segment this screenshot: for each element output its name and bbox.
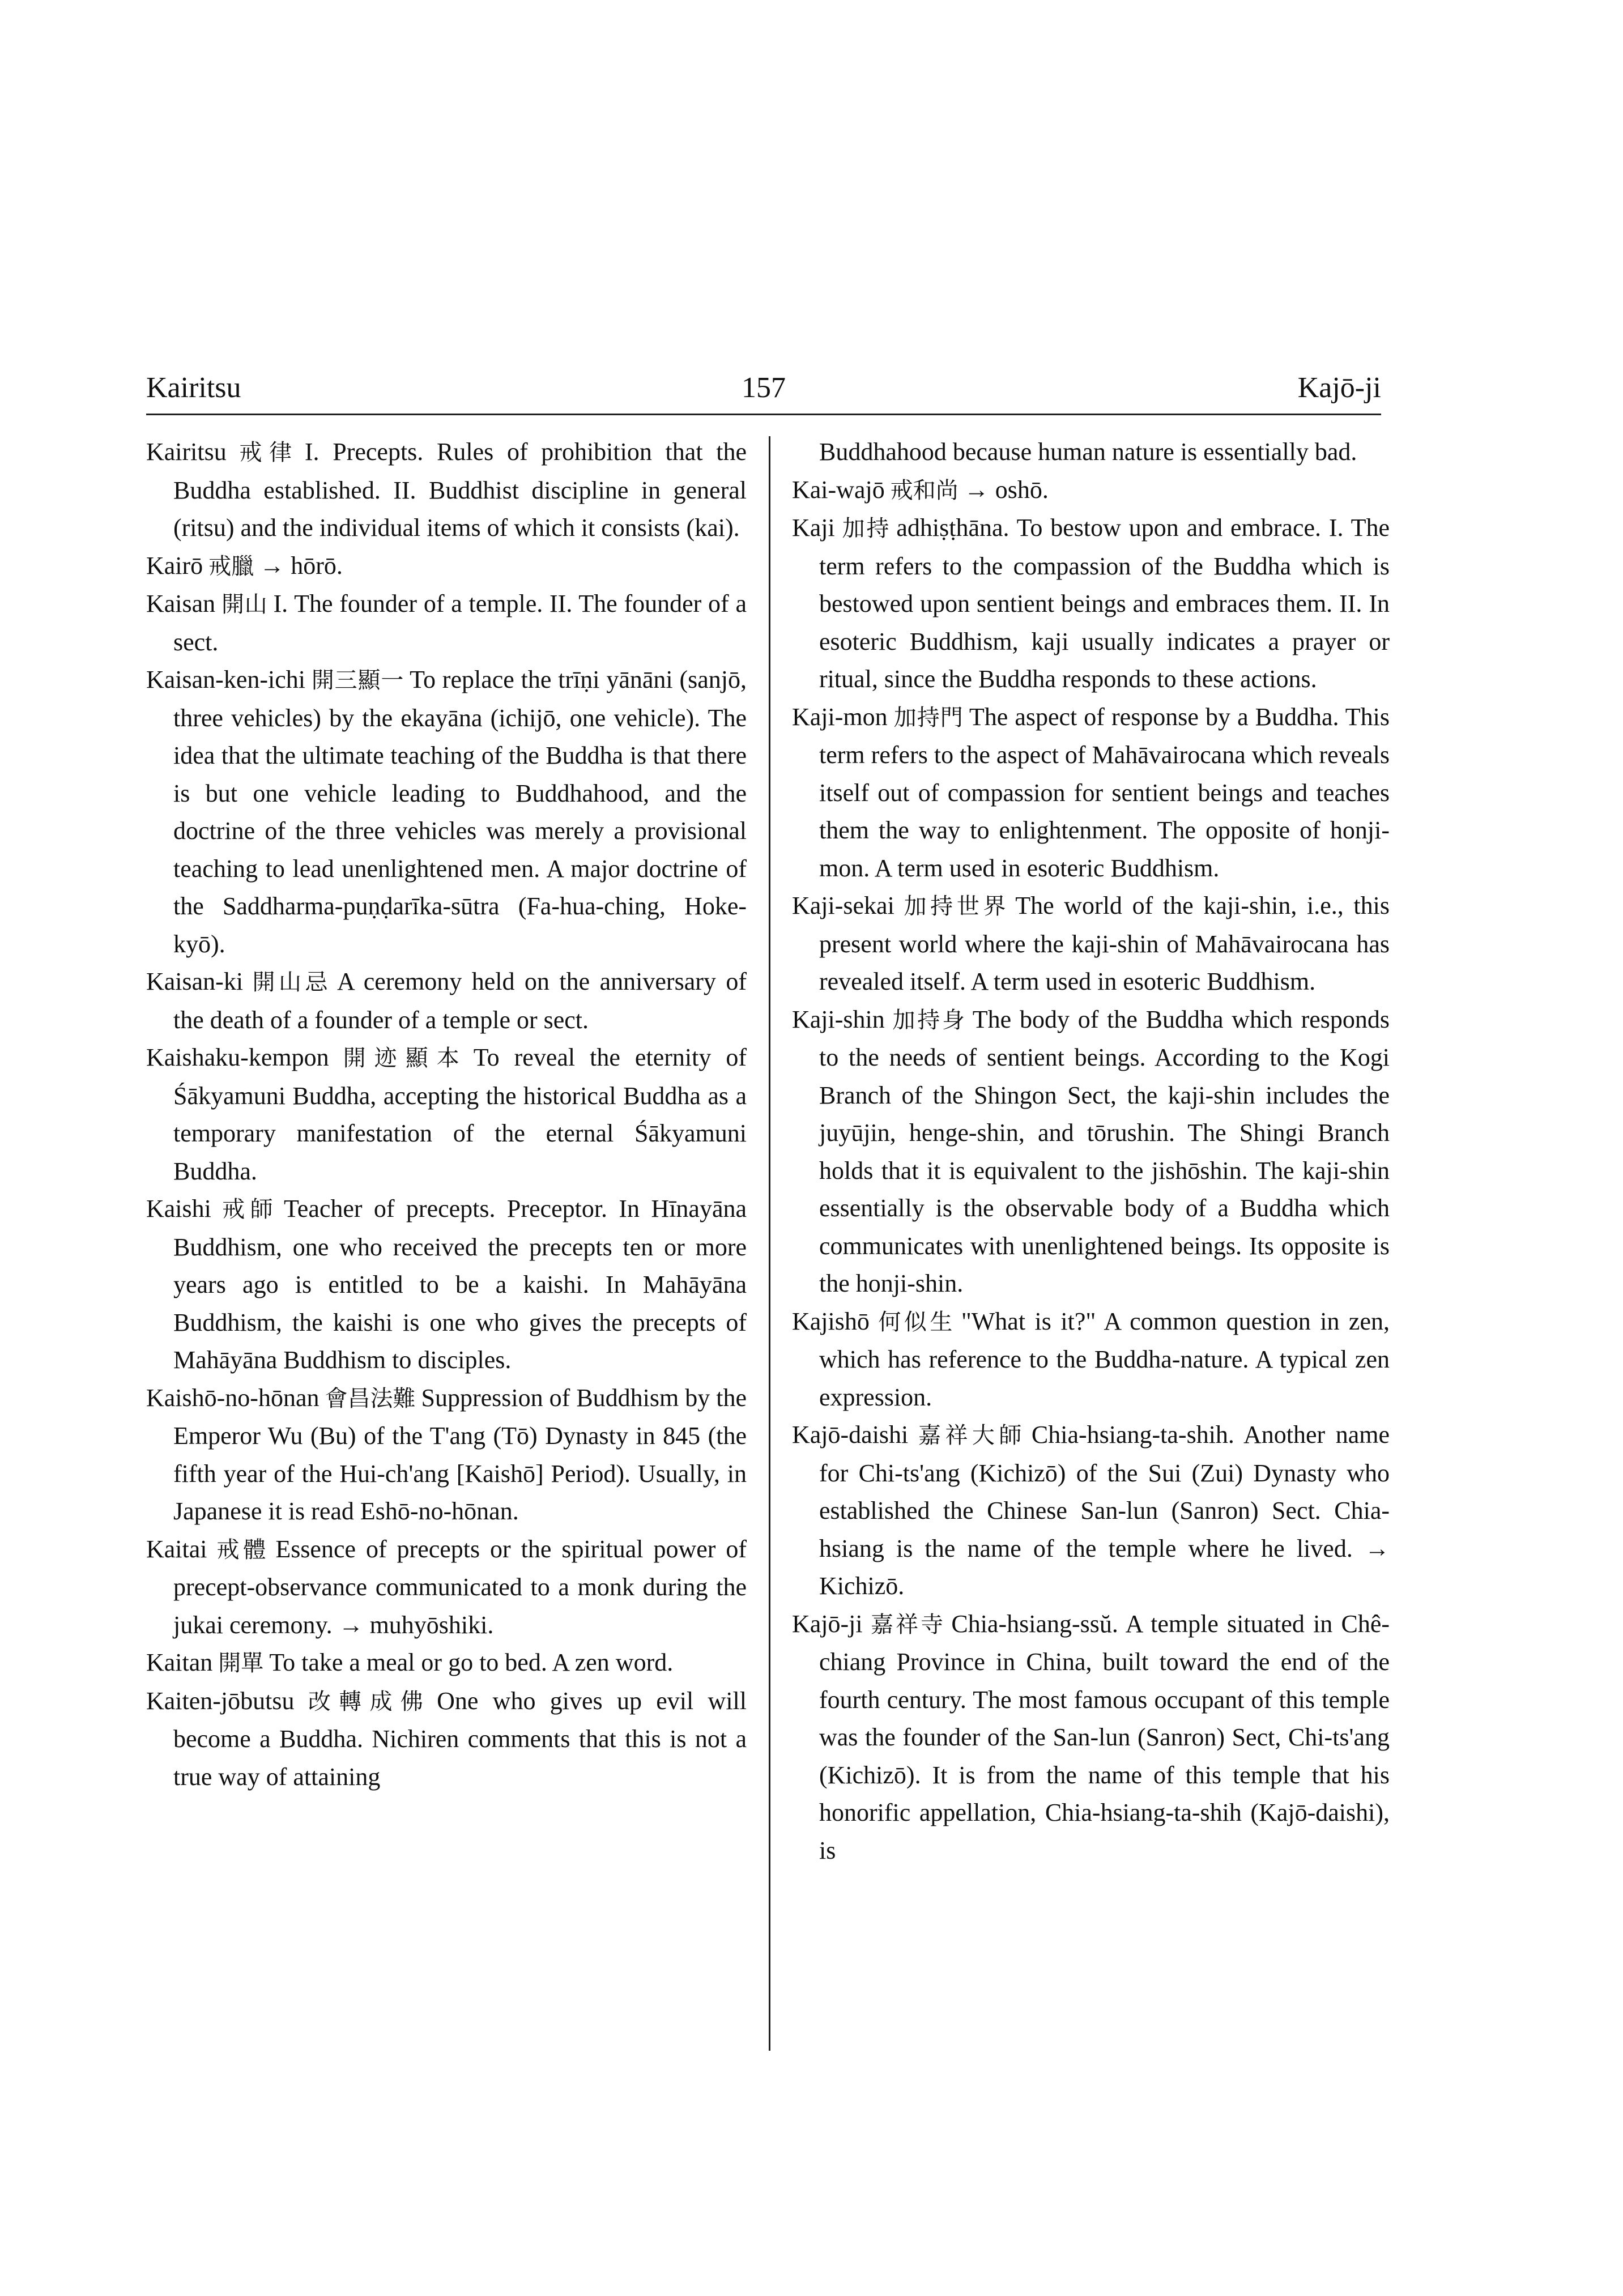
dictionary-entry xyxy=(792,1605,1390,1870)
entry-kanji: 嘉祥大師 xyxy=(914,1422,1026,1449)
entry-term: Kaiten-jōbutsu xyxy=(146,1686,295,1715)
entry-definition: adhiṣṭhāna. To bestow upon and embrace. I. The term refers to the compassion of the Buddha which is bestowed upon sentient beings and embraces them. II. In esoteric Buddhism, kaji usually indicates a prayer or ritual, since the Buddha responds to these actions. xyxy=(819,514,1390,693)
entry-term: Kairitsu xyxy=(146,438,227,466)
dictionary-entry xyxy=(146,433,747,547)
entry-term: Kairō xyxy=(146,551,203,580)
column-divider xyxy=(769,436,770,2051)
dictionary-entry xyxy=(146,1682,747,1796)
entry-kanji: 戒和尚 xyxy=(890,477,959,504)
entry-definition: Suppression of Buddhism by the Emperor Wu (Bu) of the T'ang (Tō) Dynasty in 845 (the fifth year of the Hui-ch'ang [Kaishō] Period). Usually, in Japanese it is read Eshō-no-hōnan. xyxy=(173,1383,747,1525)
running-head-left: Kairitsu xyxy=(146,372,241,404)
entry-kanji: 加持世界 xyxy=(900,893,1010,919)
left-column xyxy=(146,433,747,1796)
entry-term: Kaitan xyxy=(146,1648,213,1676)
entry-definition: Teacher of precepts. Preceptor. In Hīnayāna Buddhism, one who received the precepts ten or more years ago is entitled to be a kaishi. In Mahāyāna Buddhism, the kaishi is one who gives the precepts of Mahāyāna Buddhism to disciples. xyxy=(173,1195,747,1374)
entry-kanji: 改轉成佛 xyxy=(300,1688,432,1715)
entry-kanji: 開山忌 xyxy=(249,969,331,995)
dictionary-entry xyxy=(146,1379,747,1531)
entry-definition: A ceremony held on the anniversary of the death of a founder of a temple or sect. xyxy=(173,968,747,1034)
entry-term: Kaisan-ken-ichi xyxy=(146,666,305,693)
entry-definition: Buddhahood because human nature is essentially bad. xyxy=(819,438,1357,466)
entry-kanji: 嘉祥寺 xyxy=(868,1611,946,1638)
dictionary-entry xyxy=(146,1531,747,1645)
entry-term: Kai-wajō xyxy=(792,475,885,504)
dictionary-entry xyxy=(792,509,1390,698)
entry-kanji: 加持身 xyxy=(890,1007,967,1033)
dictionary-entry-continuation xyxy=(792,433,1390,471)
entry-definition: I. The founder of a temple. II. The founder of a sect. xyxy=(173,590,747,656)
entry-definition: Chia-hsiang-ssŭ. A temple situated in Chê-chiang Province in China, built toward the end of the fourth century. The most famous occupant of this temple was the founder of the San-lun (Sanron) Sect, Chi-ts'ang (Kichizō). It is from the name of this temple that his honorific appellation, Chia-hsiang-ta-shih (Kajō-daishi), is xyxy=(819,1609,1390,1864)
entry-kanji: 戒臘 xyxy=(208,553,254,580)
dictionary-entry xyxy=(792,1416,1390,1605)
dictionary-entry xyxy=(792,471,1390,510)
dictionary-entry xyxy=(792,1303,1390,1417)
entry-definition: To reveal the eternity of Śākyamuni Buddha, accepting the historical Buddha as a temporary manifestation of the eternal Śākyamuni Buddha. xyxy=(173,1043,747,1185)
dictionary-entry xyxy=(146,547,747,586)
entry-term: Kaishaku-kempon xyxy=(146,1043,329,1071)
entry-definition: I. Precepts. Rules of prohibition that the Buddha established. II. Buddhist discipline in general (ritsu) and the individual items of which it consists (kai). xyxy=(173,438,747,542)
entry-term: Kaisan-ki xyxy=(146,968,244,995)
entry-term: Kaji xyxy=(792,514,835,542)
entry-term: Kaji-mon xyxy=(792,702,888,731)
entry-definition: → hōrō. xyxy=(259,551,343,580)
entry-definition: Essence of precepts or the spiritual power of precept-observance communicated to a monk during the jukai ceremony. → muhyōshiki. xyxy=(173,1535,747,1639)
entry-definition: The aspect of response by a Buddha. This term refers to the aspect of Mahāvairocana which reveals itself out of compassion for sentient beings and teaches them the way to enlightenment. The opposite of honji-mon. A term used in esoteric Buddhism. xyxy=(819,702,1390,882)
right-column xyxy=(792,433,1390,1869)
entry-kanji: 開三顯一 xyxy=(311,667,404,693)
entry-term: Kaisan xyxy=(146,590,216,617)
entry-definition: → oshō. xyxy=(964,475,1049,504)
entry-definition: One who gives up evil will become a Buddha. Nichiren comments that this is not a true way of attaining xyxy=(173,1686,747,1791)
entry-definition: The body of the Buddha which responds to the needs of sentient beings. According to the Kogi Branch of the Shingon Sect, the kaji-shin includes the juyūjin, henge-shin, and tōrushin. The Shingi Branch holds that it is equivalent to the jishōshin. The kaji-shin essentially is the observable body of a Buddha which communicates with unenlightened beings. Its opposite is the honji-shin. xyxy=(819,1005,1390,1297)
dictionary-entry xyxy=(146,1039,747,1190)
entry-term: Kaji-shin xyxy=(792,1005,885,1033)
entry-kanji: 何似生 xyxy=(875,1309,956,1335)
dictionary-entry xyxy=(792,887,1390,1001)
entry-kanji: 會昌法難 xyxy=(325,1385,416,1412)
entry-term: Kaitai xyxy=(146,1535,207,1563)
entry-definition: To take a meal or go to bed. A zen word. xyxy=(269,1648,674,1676)
entry-kanji: 戒律 xyxy=(232,440,299,466)
entry-term: Kajō-daishi xyxy=(792,1421,909,1449)
entry-kanji: 開迹顯本 xyxy=(334,1045,468,1071)
dictionary-entry xyxy=(146,1190,747,1379)
entry-definition: "What is it?" A common question in zen, which has reference to the Buddha-nature. A typical zen expression. xyxy=(819,1307,1390,1411)
entry-definition: To replace the trīṇi yānāni (sanjō, three vehicles) by the ekayāna (ichijō, one vehicle). The idea that the ultimate teaching of the Buddha is that there is but one vehicle leading to Buddhahood, and the doctrine of the three vehicles was merely a provisional teaching to lead unenlightened men. A major doctrine of the Saddharma-puṇḍarīka-sūtra (Fa-hua-ching, Hoke-kyō). xyxy=(173,666,747,958)
dictionary-entry xyxy=(792,1001,1390,1303)
entry-term: Kajō-ji xyxy=(792,1609,863,1638)
entry-term: Kaishi xyxy=(146,1195,211,1222)
entry-term: Kaji-sekai xyxy=(792,892,894,919)
page-number: 157 xyxy=(742,372,786,404)
entry-kanji: 加持門 xyxy=(893,704,964,731)
dictionary-entry xyxy=(146,661,747,963)
dictionary-entry xyxy=(792,698,1390,888)
entry-kanji: 加持 xyxy=(840,516,891,542)
entry-definition: Chia-hsiang-ta-shih. Another name for Chi-ts'ang (Kichizō) of the Sui (Zui) Dynasty who established the Chinese San-lun (Sanron) Sect. Chia-hsiang is the name of the temple where he lived. → Kichizō. xyxy=(819,1421,1390,1600)
entry-kanji: 戒師 xyxy=(216,1196,278,1222)
entry-term: Kaishō-no-hōnan xyxy=(146,1383,320,1412)
page-header xyxy=(146,363,1381,415)
dictionary-entry xyxy=(146,963,747,1039)
dictionary-entry xyxy=(146,1644,747,1682)
entry-term: Kajishō xyxy=(792,1307,870,1335)
running-head-right: Kajō-ji xyxy=(1297,372,1381,404)
entry-kanji: 開單 xyxy=(218,1650,264,1676)
dictionary-entry xyxy=(146,585,747,661)
entry-kanji: 開山 xyxy=(221,591,268,617)
entry-kanji: 戒體 xyxy=(212,1536,270,1563)
entry-definition: The world of the kaji-shin, i.e., this present world where the kaji-shin of Mahāvairocana has revealed itself. A term used in esoteric Buddhism. xyxy=(819,892,1390,995)
